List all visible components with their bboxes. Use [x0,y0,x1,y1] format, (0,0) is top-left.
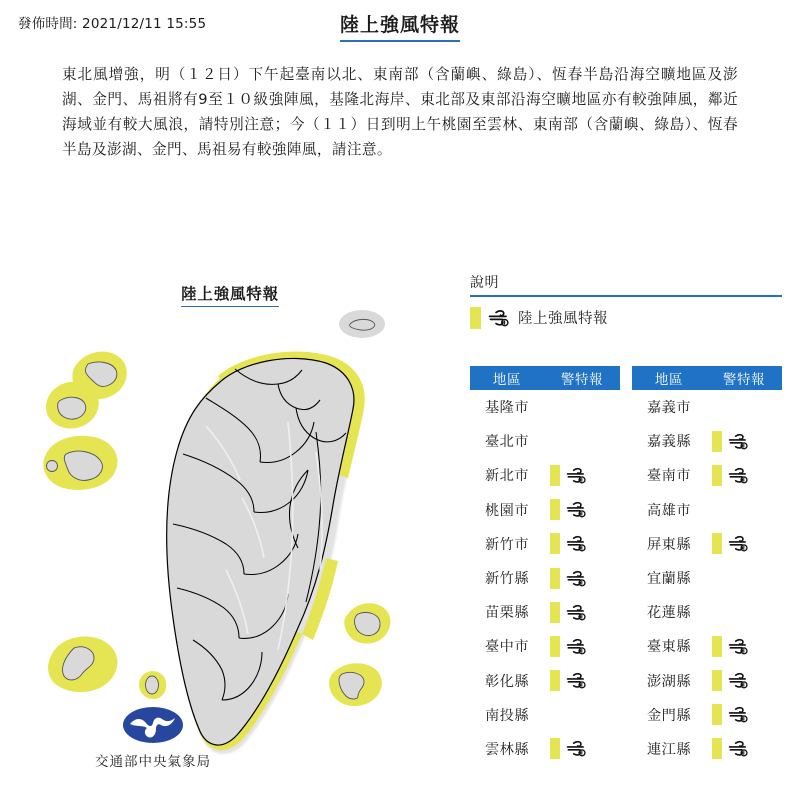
table-row [632,493,782,527]
wind-warning-icon [727,637,750,656]
region-name-cell: 苗栗縣 [484,605,530,622]
region-name-cell: 臺北市 [484,434,530,451]
wind-warning-icon [487,308,511,328]
legend-item-label: 陸上強風特報 [518,311,608,328]
legend-divider [470,295,782,297]
wind-warning-icon [727,534,750,553]
warning-cell [544,636,620,657]
wind-warning-icon [565,739,588,758]
table-row [470,595,620,629]
table-row [470,561,620,595]
warning-cell [706,636,782,657]
wind-warning-icon [565,637,588,656]
warning-color-swatch [712,465,722,486]
region-name-cell: 桃園市 [484,502,530,519]
region-name-cell: 基隆市 [484,400,530,417]
table-header-row [632,366,782,390]
table-row [632,698,782,732]
taiwan-warning-map [30,302,430,772]
warning-cell [544,738,620,759]
column-header-region: 地區 [492,372,522,388]
region-name-cell: 南投縣 [484,707,530,724]
island-kinmen [43,436,117,490]
warning-color-swatch [712,636,722,657]
region-name-cell: 彰化縣 [484,673,530,690]
table-row [632,732,782,766]
table-body-right [632,390,782,766]
warning-color-swatch [712,431,722,452]
warning-color-swatch [712,533,722,554]
table-row [632,629,782,663]
region-warning-tables [470,366,782,766]
table-row [470,629,620,663]
page-title-text: 陸上強風特報 [340,10,460,42]
region-name-cell: 宜蘭縣 [646,571,692,588]
warning-cell [706,670,782,691]
legend-item-land-strong-wind [470,307,782,329]
table-row [470,732,620,766]
warning-cell [706,431,782,452]
table-row [470,390,620,424]
table-row [470,527,620,561]
wind-warning-icon [565,500,588,519]
region-name-cell: 屏東縣 [646,536,692,553]
region-name-cell: 嘉義縣 [646,434,692,451]
region-name-cell: 新竹縣 [484,571,530,588]
region-name-cell: 澎湖縣 [646,673,692,690]
legend-color-swatch [470,307,481,329]
island-penghu [48,636,117,692]
table-row [470,493,620,527]
region-name-cell: 金門縣 [646,707,692,724]
issue-time: 發佈時間: 2021/12/11 15:55 [18,16,207,32]
advisory-body-text: 東北風增強，明（１２日）下午起臺南以北、東南部（含蘭嶼、綠島）、恆春半島沿海空曠地區及澎湖、金門、馬祖將有9至１０級強陣風，基隆北海岸、東北部及東部沿海空曠地區亦有較強陣風，鄰近海域並有較大風浪，請特別注意；今（１１）日到明上午桃園至雲林、東南部（含蘭嶼、綠島）、恆春半島及澎湖、金門、馬祖易有較強陣風，請注意。 [62,66,738,158]
table-header-row [470,366,620,390]
table-row [632,390,782,424]
island-orchid-island [329,663,382,706]
region-table-right [632,366,782,766]
island-green-island [344,603,390,643]
region-name-cell: 花蓮縣 [646,605,692,622]
region-name-cell: 臺中市 [484,639,530,656]
warning-color-swatch [550,602,560,623]
cwb-logo-icon [122,706,184,748]
region-name-cell: 新竹市 [484,536,530,553]
wind-warning-icon [565,603,588,622]
region-name-cell: 嘉義市 [646,400,692,417]
warning-cell [544,499,620,520]
wind-warning-icon [727,466,750,485]
table-row [632,458,782,492]
warning-color-swatch [550,533,560,554]
wind-warning-icon [727,739,750,758]
bureau-name: 交通部中央氣象局 [95,754,211,770]
warning-color-swatch [712,704,722,725]
warning-cell [544,568,620,589]
legend [470,272,782,329]
map-title-text: 陸上強風特報 [181,282,279,307]
table-row [632,527,782,561]
warning-color-swatch [550,465,560,486]
warning-color-swatch [550,568,560,589]
wind-warning-icon [727,671,750,690]
region-table-left [470,366,620,766]
warning-color-swatch [712,670,722,691]
island-liuqiu [139,671,166,699]
warning-cell [706,533,782,554]
table-row [632,595,782,629]
warning-cell [544,602,620,623]
island-turtle-island [339,310,385,338]
column-header-region: 地區 [654,372,684,388]
region-name-cell: 臺東縣 [646,639,692,656]
wind-warning-icon [565,569,588,588]
wind-warning-icon [565,534,588,553]
page-title [0,10,800,42]
table-row [632,664,782,698]
warning-cell [706,704,782,725]
warning-cell [706,465,782,486]
region-name-cell: 新北市 [484,468,530,485]
warning-cell [544,533,620,554]
table-row [470,664,620,698]
warning-color-swatch [550,499,560,520]
table-row [632,424,782,458]
region-name-cell: 高雄市 [646,502,692,519]
warning-color-swatch [550,738,560,759]
region-name-cell: 連江縣 [646,741,692,758]
table-row [470,458,620,492]
warning-color-swatch [712,738,722,759]
warning-color-swatch [550,670,560,691]
table-row [470,698,620,732]
legend-title: 說明 [470,275,499,291]
region-name-cell: 臺南市 [646,468,692,485]
wind-warning-icon [727,705,750,724]
bureau-logo-block [58,706,248,770]
column-header-warning: 警特報 [560,372,604,388]
island-matsu [46,352,127,429]
column-header-warning: 警特報 [722,372,766,388]
warning-cell [544,670,620,691]
table-row [632,561,782,595]
warning-cell [706,738,782,759]
table-body-left [470,390,620,766]
wind-warning-icon [727,432,750,451]
wind-warning-icon [565,671,588,690]
table-row [470,424,620,458]
region-name-cell: 雲林縣 [484,741,530,758]
wind-warning-icon [565,466,588,485]
warning-color-swatch [550,636,560,657]
warning-cell [544,465,620,486]
